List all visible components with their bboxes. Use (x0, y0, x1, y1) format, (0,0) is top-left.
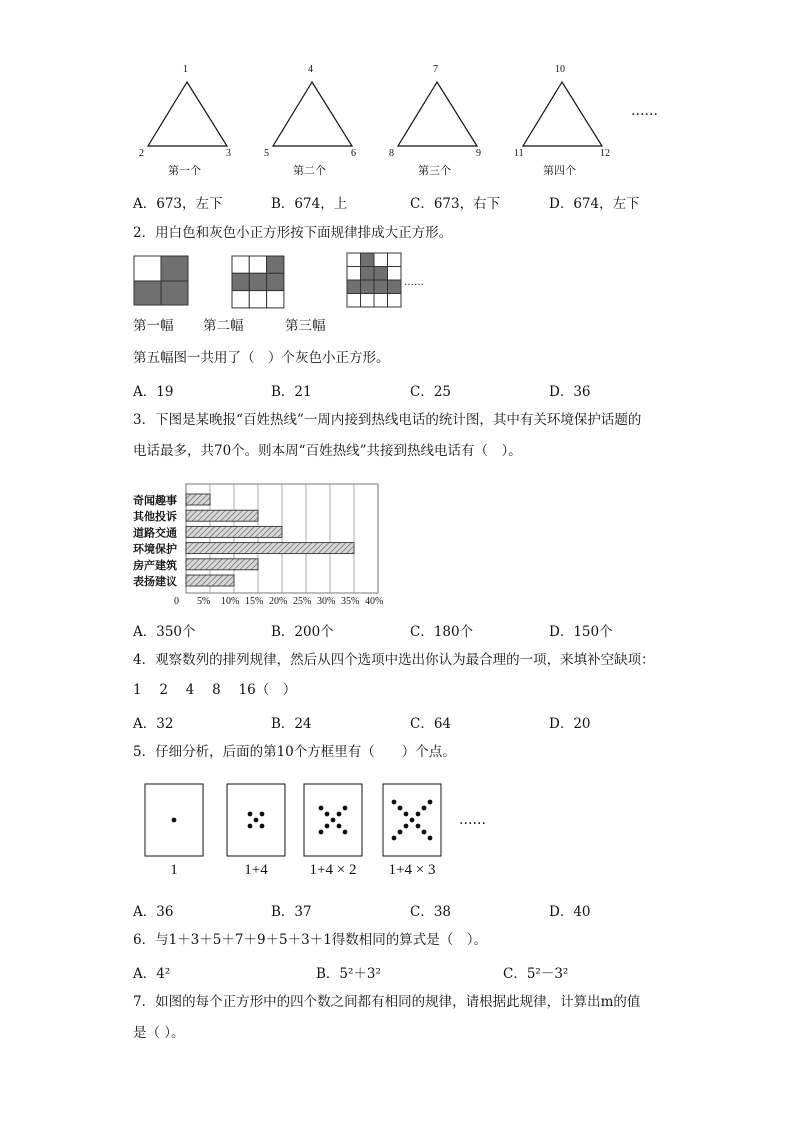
gray-square (267, 273, 284, 290)
white-square (267, 291, 284, 308)
category-label: 表扬建议 (133, 575, 177, 588)
gray-square (267, 256, 284, 273)
caption: 第一个 (168, 165, 201, 177)
white-square (388, 267, 402, 281)
q5-option-a[interactable]: A．36 (133, 904, 174, 920)
q3-option-c[interactable]: C．180个 (410, 624, 474, 640)
q5-label-2: 1+4 (244, 862, 268, 878)
gray-square (374, 280, 388, 294)
q7-stem-line2: 是（ ）。 (133, 1025, 185, 1041)
caption: 第四个 (543, 165, 576, 177)
q2-option-a[interactable]: A．19 (133, 384, 174, 400)
white-square (388, 253, 402, 267)
category-label: 道路交通 (133, 526, 177, 540)
q1-option-b[interactable]: B．674，上 (271, 196, 348, 212)
tick-label: 0 (174, 596, 179, 607)
q4-option-a[interactable]: A．32 (133, 716, 174, 732)
q2-option-d[interactable]: D．36 (549, 384, 591, 400)
vertex-label: 7 (433, 64, 438, 75)
white-square (347, 294, 361, 308)
tick-label: 25% (293, 596, 312, 607)
q5-option-d[interactable]: D．40 (549, 904, 591, 920)
gray-square (361, 267, 375, 281)
vertex-label: 2 (139, 148, 144, 159)
tick-label: 20% (269, 596, 288, 607)
q3-option-a[interactable]: A．350个 (133, 624, 196, 640)
q4-option-c[interactable]: C．64 (410, 716, 452, 732)
q1-option-a[interactable]: A．673，左下 (133, 196, 223, 212)
bar (186, 575, 234, 586)
caption: 第二个 (293, 165, 326, 177)
q5-option-c[interactable]: C．38 (410, 904, 452, 920)
vertex-label: 11 (514, 148, 524, 159)
q5-option-b[interactable]: B．37 (271, 904, 312, 920)
vertex-label: 3 (226, 148, 231, 159)
bar (186, 526, 282, 537)
q2-option-b[interactable]: B．21 (271, 384, 312, 400)
gray-square (374, 267, 388, 281)
q2-stem: 2．用白色和灰色小正方形按下面规律排成大正方形。 (133, 225, 453, 241)
q3-option-d[interactable]: D．150个 (549, 624, 613, 640)
tick-label: 10% (221, 596, 240, 607)
gray-square (361, 253, 375, 267)
tick-label: 5% (197, 596, 211, 607)
white-square (249, 256, 266, 273)
white-square (347, 267, 361, 281)
vertex-label: 12 (600, 148, 610, 159)
q5-stem: 5．仔细分析，后面的第10个方框里有（ ）个点。 (133, 744, 456, 760)
ellipsis: …… (631, 103, 658, 119)
category-label: 房产建筑 (133, 558, 177, 572)
bar (186, 510, 258, 521)
bar (186, 559, 258, 570)
ellipsis: …… (459, 812, 486, 828)
ellipsis: …… (404, 277, 424, 288)
vertex-label: 9 (476, 148, 481, 159)
q5-dot-boxes (0, 0, 1, 1)
vertex-label: 10 (555, 64, 565, 75)
tick-label: 40% (365, 596, 384, 607)
vertex-label: 4 (308, 64, 313, 75)
gray-square (388, 280, 402, 294)
vertex-label: 1 (183, 64, 188, 75)
q4-option-d[interactable]: D．20 (549, 716, 591, 732)
white-square (374, 253, 388, 267)
q4-sequence: 1 2 4 8 16（ ） (133, 682, 297, 698)
tick-label: 30% (317, 596, 336, 607)
bar (186, 543, 354, 554)
q3-stem-line2: 电话最多，共70个。则本周“百姓热线”共接到热线电话有（ ）。 (133, 443, 522, 459)
vertex-label: 6 (351, 148, 356, 159)
q2-caption-1: 第一幅 (133, 318, 174, 334)
white-square (347, 253, 361, 267)
white-square (232, 291, 249, 308)
q3-stem-line1: 3．下图是某晚报“百姓热线”一周内接到热线电话的统计图，其中有关环境保护话题的 (133, 412, 642, 428)
q2-caption-2: 第二幅 (203, 318, 244, 334)
q1-option-d[interactable]: D．674，左下 (549, 196, 640, 212)
q4-option-b[interactable]: B．24 (271, 716, 312, 732)
category-label: 其他投诉 (133, 510, 177, 524)
q5-label-4: 1+4 × 3 (388, 862, 436, 878)
vertex-label: 8 (389, 148, 394, 159)
category-label: 环境保护 (133, 542, 177, 556)
q4-stem: 4．观察数列的排列规律，然后从四个选项中选出你认为最合理的一项，来填补空缺项： (133, 652, 655, 668)
vertex-label: 5 (264, 148, 269, 159)
tick-label: 35% (341, 596, 360, 607)
q6-option-b[interactable]: B．5²＋3² (316, 966, 381, 982)
q6-option-a[interactable]: A．4² (133, 966, 171, 982)
white-square (249, 291, 266, 308)
white-square (388, 294, 402, 308)
white-square (374, 294, 388, 308)
q2-option-c[interactable]: C．25 (410, 384, 452, 400)
white-square (232, 256, 249, 273)
q6-stem: 6．与1＋3＋5＋7＋9＋5＋3＋1得数相同的算式是（ ）。 (133, 932, 488, 948)
q2-caption-3: 第三幅 (285, 318, 326, 334)
gray-square (249, 273, 266, 290)
q5-label-3: 1+4 × 2 (309, 862, 357, 878)
gray-square (361, 280, 375, 294)
white-square (361, 294, 375, 308)
gray-square (232, 273, 249, 290)
category-label: 奇闻趣事 (133, 494, 177, 507)
caption: 第三个 (418, 165, 451, 177)
q5-label-1: 1 (170, 862, 178, 878)
q2-question: 第五幅图一共用了（ ）个灰色小正方形。 (133, 350, 390, 366)
q7-stem-line1: 7．如图的每个正方形中的四个数之间都有相同的规律，请根据此规律，计算出m的值 (133, 994, 641, 1010)
q3-option-b[interactable]: B．200个 (271, 624, 334, 640)
q1-option-c[interactable]: C．673，右下 (410, 196, 501, 212)
gray-square (347, 280, 361, 294)
tick-label: 15% (245, 596, 264, 607)
bar (186, 494, 210, 505)
q6-option-c[interactable]: C．5²－3² (503, 966, 569, 982)
